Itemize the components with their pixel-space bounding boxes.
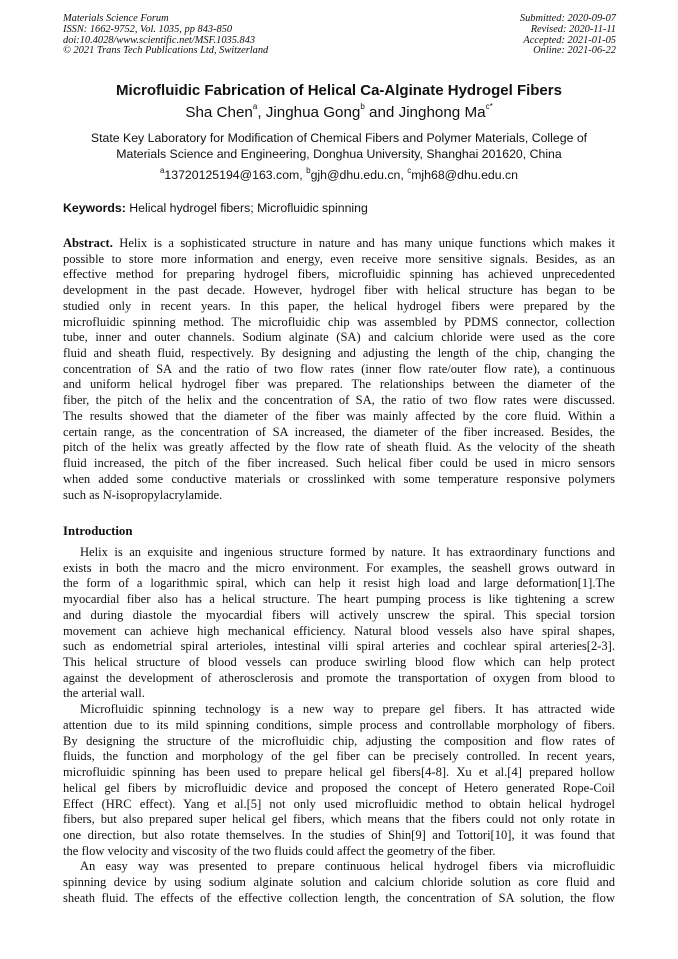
keywords-text: Helical hydrogel fibers; Microfluidic spinning (125, 201, 368, 215)
text-line: Microfluidic spinning technology is a new way to prepare gel fibers. It has attracted wide (80, 702, 615, 717)
email-mark: b (306, 166, 311, 175)
text-line: such as endometrial spiral arterioles, intestinal villi spiral arteries and cochlear spiral arteries[2-3]. (63, 639, 615, 654)
author-name: Jinghong Ma (398, 104, 486, 121)
copyright: © 2021 Trans Tech Publications Ltd, Switzerland (63, 45, 269, 57)
text-line: possible to store more information and energy, even receive more sensitive signals. Besides, as an (63, 251, 615, 266)
author-affil-mark: c* (485, 102, 493, 111)
text-line: development in the past decade. However, hydrogel fiber with helical structure has began to be (63, 283, 615, 298)
text-line: helical gel fibers by microfluidic device and proposed the concept of Hetero generated Rope-Coil (63, 780, 615, 795)
text-line: Helix is an exquisite and ingenious structure formed by nature. It has extraordinary functions and (80, 545, 615, 559)
paper-title: Microfluidic Fabrication of Helical Ca-Alginate Hydrogel Fibers (116, 82, 562, 99)
online-date: Online: 2021-06-22 (533, 45, 616, 57)
doi: doi:10.4028/www.scientific.net/MSF.1035.843 (63, 34, 256, 46)
text-line: pitch of the helix was greatly affected by the flow rate of sheath fluid. As the velocity of the sheath (63, 440, 615, 455)
text-line: Effect (HRC effect). Yang et al.[5] not only used microfluidic method to obtain helical hydrogel (63, 796, 615, 811)
dates-info (520, 14, 616, 57)
text-line: The results showed that the diameter of the fiber was mainly affected by the core fluid. Within a (63, 408, 615, 423)
journal-info (63, 14, 268, 57)
submitted-date: Submitted: 2020-09-07 (519, 13, 616, 24)
email-separator: , (400, 168, 408, 182)
abstract-label: Abstract. (63, 236, 113, 250)
text-line: tube, inner and outer channels. Sodium alginate (SA) and calcium chloride were used as the core (63, 330, 615, 345)
text-line: the arterial wall. (63, 686, 145, 701)
text-line: when added some conductive materials or crosslinked with some temperature responsive polymers (63, 471, 615, 486)
email-mark: c (407, 166, 412, 175)
abstract-text: Helix is a sophisticated structure in nature and has many unique functions which makes it (119, 236, 615, 250)
abstract (63, 236, 615, 503)
text-line: studied only in recent years. In this paper, the helical hydrogel fibers were prepared by the (63, 298, 615, 313)
text-line: microfluidic spinning method. The microfluidic chip was assembled by PDMS connector, collection (63, 314, 615, 329)
keywords (63, 201, 368, 215)
affiliation (0, 131, 678, 162)
keywords-label: Keywords: (63, 201, 126, 215)
author-name: Jinghua Gong (265, 104, 361, 121)
text-line: fluid increased, the pitch of the fiber increased. Such helical fiber could be used in micro sensors (63, 456, 615, 471)
author-affil-mark: a (252, 102, 258, 111)
introduction-body (63, 545, 615, 907)
text-line: the flow velocity and viscosity of the two fluids could affect the geometry of the fiber. (63, 843, 496, 858)
text-line: and uniform helical hydrogel fiber was prepared. The relationships between the diameter of the (63, 377, 615, 392)
text-line: myocardial fiber also has a helical structure. The heart pumping process is like tightening a screw (63, 592, 615, 607)
text-line: concentration of SA and the ratio of two flow rates (inner flow rate/outer flow rate), a continuous (63, 361, 615, 376)
text-line: against the development of atherosclerosis and promote the transportation of oxygen from blood to (63, 670, 615, 685)
text-line: and during diastole the myocardial fibers will actively unscrew the spiral. This special torsion (63, 607, 615, 622)
author-separator: and (364, 104, 399, 121)
email-separator: , (299, 168, 307, 182)
text-line: fluid and sheath fluid, respectively. By designing and adjusting the length of the chip, changing the (63, 346, 615, 361)
text-line: sheath fluid. The effects of the effective collection length, the concentration of SA solution, the flow (63, 890, 615, 905)
email-link[interactable]: gjh@dhu.edu.cn (310, 168, 401, 182)
text-line: attention due to its mild spinning conditions, simple process and controllable morphology of fibers. (63, 717, 615, 732)
email-list (0, 168, 678, 182)
text-line: fluids, the function and morphology of the gel fiber can be precisely controlled. In recent years, (63, 749, 615, 764)
text-line: fibers, but also prepared super helical gel fibers, which means that the fibers could not only rotate in (63, 812, 615, 827)
accepted-date: Accepted: 2021-01-05 (523, 34, 616, 46)
text-line (63, 236, 615, 252)
author-name: Sha Chen (185, 104, 253, 121)
text-line: spinning device by using sodium alginate solution and calcium chloride solution as core fluid and (63, 875, 615, 890)
introduction-heading: Introduction (63, 524, 133, 538)
journal-name: Materials Science Forum (63, 13, 169, 24)
text-line: effective method for preparing hydrogel fibers, microfluidic spinning has achieved unprecedented (63, 267, 615, 282)
text-line: This helical structure of blood vessels can produce swirling blood flow which can help protect (63, 655, 615, 670)
affiliation-line: State Key Laboratory for Modification of Chemical Fibers and Polymer Materials, College of (90, 131, 588, 145)
email-mark: a (159, 166, 165, 175)
email-link[interactable]: 13720125194@163.com (164, 168, 300, 182)
author-separator: , (257, 104, 266, 121)
text-line: certain range, as the concentration of SA increased, the diameter of the fiber increased. Besides, the (63, 424, 615, 439)
text-line: the form of a logarithmic spiral, which can help it resist high load and large deformation[1].The (63, 576, 615, 591)
text-line: fiber, the pitch of the helix and the concentration of SA, the ratio of two flow rates were discussed. (63, 393, 615, 408)
text-line: microfluidic spinning has been used to prepare helical gel fibers[4-8]. Xu et al.[4] prepared hollow (63, 765, 615, 780)
text-line: An easy way was presented to prepare continuous helical hydrogel fibers via microfluidic (80, 859, 615, 874)
email-link[interactable]: mjh68@dhu.edu.cn (411, 168, 519, 182)
text-line: such as N-isopropylacrylamide. (63, 487, 223, 502)
revised-date: Revised: 2020-11-11 (530, 23, 616, 35)
affiliation-line: Materials Science and Engineering, Donghua University, Shanghai 201620, China (116, 146, 562, 161)
text-line: one direction, but also rotate themselves. In the studies of Shin[9] and Tottori[10], it was found that (63, 827, 615, 842)
issn-volume: ISSN: 1662-9752, Vol. 1035, pp 843-850 (63, 23, 233, 35)
author-affil-mark: b (360, 102, 365, 111)
author-list (0, 104, 678, 121)
text-line: By designing the structure of the microfluidic chip, adjusting the composition and flow rates of (63, 733, 615, 748)
text-line: movement can achieve high mechanical efficiency. Natural blood vessels also have spiral shapes, (63, 623, 615, 638)
text-line: exists in both the macro and the micro environment. For examples, the seashell grows outward in (63, 560, 615, 575)
